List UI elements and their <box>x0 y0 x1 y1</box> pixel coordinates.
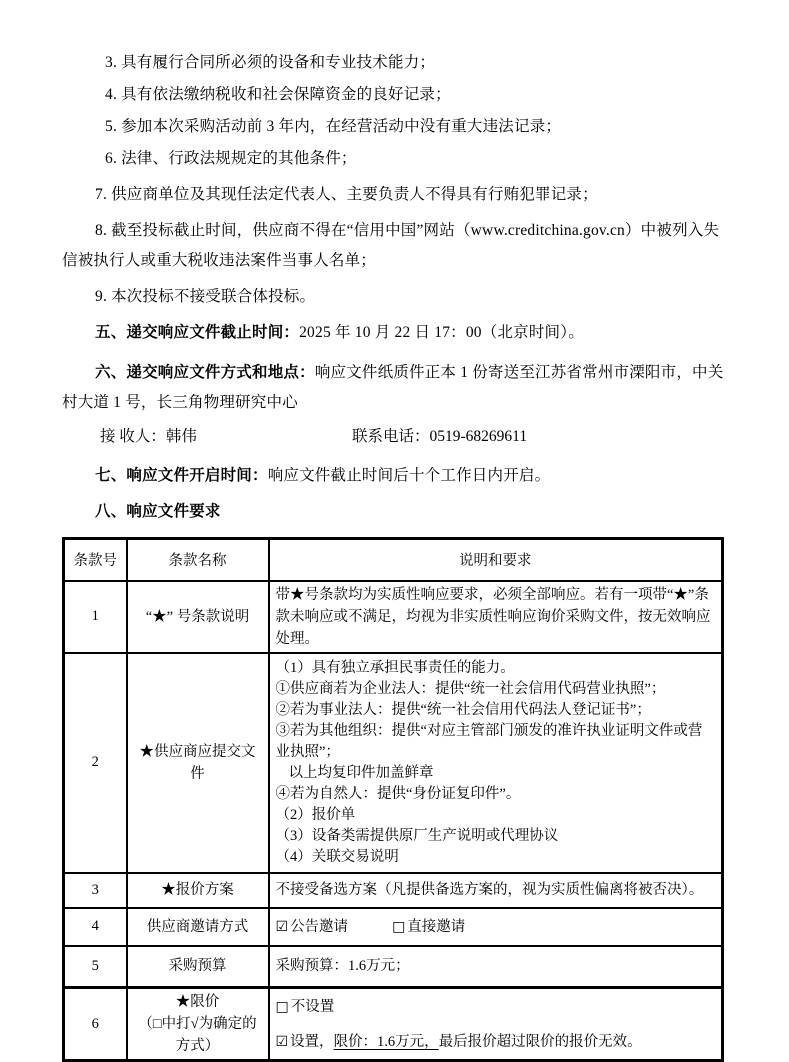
section-opening-text: 响应文件截止时间后十个工作日内开启。 <box>267 467 551 484</box>
section-opening <box>62 461 724 491</box>
header-clause-no: 条款号 <box>64 539 127 581</box>
table-row-6 <box>64 988 723 1061</box>
header-description: 说明和要求 <box>269 539 723 581</box>
invitation-option-public <box>276 919 349 935</box>
clause-item-8: 8. 截至投标截止时间，供应商不得在“信用中国”网站（www.creditchina.gov.cn）中被列入失信被执行人或重大税收违法案件当事人名单； <box>62 222 720 269</box>
limit-option-set-suffix: 最后报价超过限价的报价无效。 <box>438 1033 642 1050</box>
invitation-option-public-label: 公告邀请 <box>290 918 349 935</box>
limit-option-none-label: 不设置 <box>290 998 335 1015</box>
row2-line-6: ④若为自然人：提供“身份证复印件”。 <box>275 785 521 802</box>
phone-label: 联系电话： <box>352 428 430 445</box>
row4-name: 供应商邀请方式 <box>127 908 269 946</box>
invitation-option-direct-label: 直接邀请 <box>407 918 466 935</box>
row6-name-line2: （□中打√为确定的方式） <box>138 1016 257 1054</box>
clause-item-7: 7. 供应商单位及其现任法定代表人、主要负责人不得具有行贿犯罪记录； <box>95 186 598 203</box>
table-row-2 <box>64 653 723 873</box>
clause-item-4: 4. 具有依法缴纳税收和社会保障资金的良好记录； <box>105 86 451 103</box>
row2-line-8: （3）设备类需提供原厂生产说明或代理协议 <box>275 827 559 844</box>
row3-no: 3 <box>64 873 127 908</box>
clause-item-3: 3. 具有履行合同所必须的设备和专业技术能力； <box>105 54 436 71</box>
phone-number: 0519-68269611 <box>429 428 528 445</box>
section-delivery <box>62 358 724 418</box>
section-opening-label: 七、响应文件开启时间： <box>95 467 268 484</box>
header-clause-name: 条款名称 <box>127 539 269 581</box>
unchecked-checkbox-icon: □ <box>275 998 289 1015</box>
row2-line-9: （4）关联交易说明 <box>275 848 399 865</box>
row5-desc: 采购预算：1.6万元； <box>269 946 723 988</box>
limit-option-set <box>276 1031 716 1053</box>
clause-item-6: 6. 法律、行政法规规定的其他条件； <box>105 150 357 167</box>
section-deadline-text: 2025 年 10 月 22 日 17：00（北京时间）。 <box>299 324 584 341</box>
row1-no: 1 <box>64 581 127 653</box>
row2-line-4: ③若为其他组织：提供“对应主管部门颁发的准许执业证明文件或营业执照”； <box>275 722 703 760</box>
row2-line-5: 以上均复印件加盖鲜章 <box>288 764 434 781</box>
clause-item-5: 5. 参加本次采购活动前 3 年内，在经营活动中没有重大违法记录； <box>105 118 562 135</box>
row3-name: ★报价方案 <box>127 873 269 908</box>
row6-no: 6 <box>64 988 127 1061</box>
row5-name: 采购预算 <box>127 946 269 988</box>
receiver <box>100 422 352 451</box>
row2-line-1: （1）具有独立承担民事责任的能力。 <box>275 659 515 676</box>
phone <box>352 428 527 445</box>
row6-name-line1: ★限价 <box>175 994 220 1010</box>
receiver-name: 韩伟 <box>165 428 197 445</box>
row6-desc <box>269 988 723 1061</box>
table-row-3 <box>64 873 723 908</box>
row3-desc: 不接受备选方案（凡提供备选方案的，视为实质性偏离将被否决）。 <box>269 873 723 908</box>
row4-desc <box>269 908 723 946</box>
table-header-row <box>64 539 723 581</box>
limit-option-none <box>276 996 716 1018</box>
clause-item-9: 9. 本次投标不接受联合体投标。 <box>95 288 316 305</box>
row1-name: “★” 号条款说明 <box>127 581 269 653</box>
section-delivery-text: 响应文件纸质件正本 1 份寄送至江苏省常州市溧阳市，中关村大道 1 号，长三角物理研究中心 <box>62 364 724 411</box>
section-deadline <box>62 318 724 348</box>
limit-option-set-prefix: 设置， <box>290 1033 334 1050</box>
table-row-4 <box>64 908 723 946</box>
limit-price-value: 限价：1.6万元， <box>333 1033 439 1050</box>
section-requirements-label: 八、响应文件要求 <box>95 503 221 520</box>
checked-checkbox-icon: ☑ <box>275 918 289 935</box>
section-requirements-title <box>62 497 724 527</box>
checked-checkbox-icon: ☑ <box>275 1033 289 1050</box>
invitation-option-direct <box>392 919 465 935</box>
contact-line <box>62 422 724 451</box>
table-row-5 <box>64 946 723 988</box>
row2-desc <box>269 653 723 873</box>
row4-no: 4 <box>64 908 127 946</box>
section-delivery-label: 六、递交响应文件方式和地点： <box>95 364 315 381</box>
row2-name: ★供应商应提交文件 <box>127 653 269 873</box>
row2-line-7: （2）报价单 <box>275 806 356 823</box>
section-deadline-label: 五、递交响应文件截止时间： <box>95 324 300 341</box>
row6-name <box>127 988 269 1061</box>
row1-desc: 带★号条款均为实质性响应要求，必须全部响应。若有一项带“★”条款未响应或不满足，均视为非实质性响应询价采购文件，按无效响应处理。 <box>269 581 723 653</box>
table-row-1 <box>64 581 723 653</box>
row5-no: 5 <box>64 946 127 988</box>
requirements-table <box>62 537 724 1062</box>
unchecked-checkbox-icon: □ <box>392 918 406 935</box>
receiver-label: 接 收人： <box>100 428 166 445</box>
row2-line-3: ②若为事业法人：提供“统一社会信用代码法人登记证书”； <box>275 701 651 718</box>
row2-line-2: ①供应商若为企业法人：提供“统一社会信用代码营业执照”； <box>275 680 666 697</box>
row2-no: 2 <box>64 653 127 873</box>
